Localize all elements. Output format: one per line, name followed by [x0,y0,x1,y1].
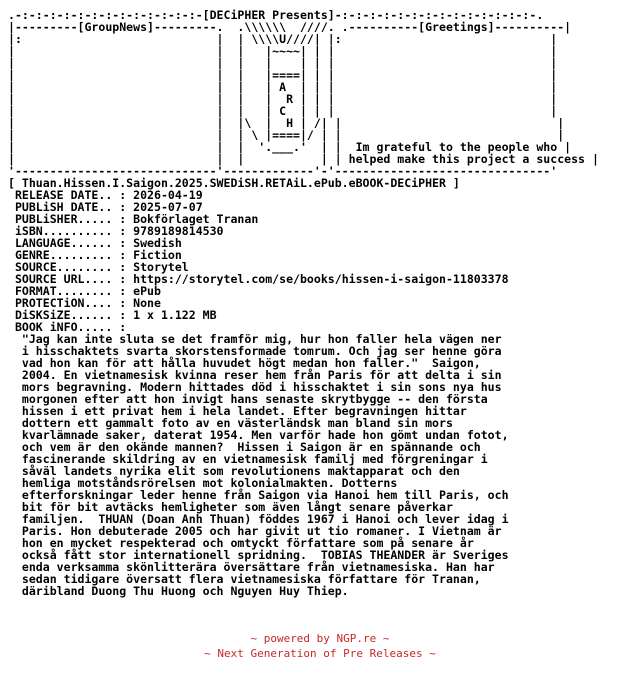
field-value: Fiction [133,248,182,262]
field-value: 2025-07-07 [133,200,203,214]
field-label: FORMAT........ : [8,284,127,298]
field-label: GENRE......... : [8,248,127,262]
book-info-line: också fått stor internationell spridning. TOBIAS THEANDER är Sveriges [8,548,509,562]
book-info-line: familjen. THUAN (Doan Anh Thuan) föddes 1967 i Hanoi och lever idag i [8,512,509,526]
book-info-line: fascinerande skildring av en vietnamesisk familj med förgreningar i [8,452,488,466]
field-value: Storytel [133,260,189,274]
book-info-line: kvarlämnade saker, daterat 1954. Men varför hade hon gömt undan fotot, [8,428,509,442]
field-label: LANGUAGE...... : [8,236,127,250]
field-value: Bokförlaget Tranan [133,212,259,226]
header-line: |---------[GroupNews]---------. .\\\\\\ ////. .----------[Greetings]----------| [8,20,572,34]
header-line: | | | | | | | | [8,56,558,70]
field-label: PUBLiSH DATE.. : [8,200,127,214]
header-line: | | | | R | | | | [8,92,558,106]
field-value: https://storytel.com/se/books/hissen-i-saigon-11803378 [133,272,509,286]
field-value: 2026-04-19 [133,188,203,202]
footer-tagline: ~ Next Generation of Pre Releases ~ [204,647,436,660]
field-label: SOURCE........ : [8,260,127,274]
header-line: | | | | | helped make this project a success | [8,152,599,166]
book-info-line: hon en mycket respekterad och omtyckt författare som på senare år [8,536,474,550]
field-value: Swedish [133,236,182,250]
book-info-line: efterforskningar leder henne från Saigon via Hanoi hem till Paris, och [8,488,509,502]
field-label: RELEASE DATE.. : [8,188,127,202]
book-info-line: dottern ett gammalt foto av en västerländsk man bland sin mors [8,416,453,430]
book-info-line: såväl landets nyrika elit som revolutionens maktapparat och den [8,464,460,478]
header-line: | | | \ |====|/ | | | [8,128,565,142]
header-line: | | | |~~~~| | | | [8,44,558,58]
field-value: 1 x 1.122 MB [133,308,217,322]
field-label: PUBLiSHER..... : [8,212,127,226]
book-info-line: hissen i ett privat hem i hela landet. Efter begravningen hittar [8,404,467,418]
book-info-line: morgonen efter att hon invigt hans senaste skrytbygge -- den första [8,392,488,406]
book-info-line: enda verksamma skönlitterära översättare från vietnamesiska. Han har [8,560,495,574]
field-label: PROTECTiON.... : [8,296,127,310]
book-info-line: 2004. En vietnamesisk kvinna reser hem från Paris för att delta i sin [8,368,502,382]
nfo-text [8,9,599,597]
footer-powered-by: ~ powered by NGP.re ~ [250,632,390,645]
book-info-line: bit för bit avtäcks hemligheter som även långt senare påverkar [8,500,453,514]
book-info-line: däribland Duong Thu Huong och Nguyen Huy Thiep. [8,584,349,598]
header-line: | | |\ | H | /| | | [8,116,565,130]
book-info-line: "Jag kan inte sluta se det framför mig, hur hon faller hela vägen ner [8,332,502,346]
field-label: BOOK iNFO..... : [8,320,127,334]
field-value: 9789189814530 [133,224,224,238]
book-info-line: Paris. Hon debuterade 2005 och har givit ut tio romaner. I Vietnam är [8,524,502,538]
book-info-line: i hisschaktets svarta skorstensformade tomrum. Och jag ser henne göra [8,344,502,358]
header-line: | | | '.___.' | | Im grateful to the people who | [8,140,572,154]
header-line: .-:-:-:-:-:-:-:-:-:-:-:-:-:-[DECiPHER Presents]-:-:-:-:-:-:-:-:-:-:-:-:-:-:-. [8,8,544,22]
field-label: iSBN.......... : [8,224,127,238]
field-label: DiSKSiZE...... : [8,308,127,322]
book-info-line: mors begravning. Modern hittades död i hisschaktet i sin sons nya hus [8,380,502,394]
field-label: SOURCE URL.... : [8,272,127,286]
header-line: |: | | \\\\U////| |: | [8,32,558,46]
field-value: ePub [133,284,161,298]
book-info-line: vad hon kan för att hålla huvudet högt medan hon faller." Saigon, [8,356,481,370]
book-info-line: och vem är den okände mannen? Hissen i Saigon är en spännande och [8,440,481,454]
field-value: None [133,296,161,310]
book-info-line: hemliga motståndsrörelsen mot kolonialmakten. Dotterns [8,476,398,490]
release-title: [ Thuan.Hissen.I.Saigon.2025.SWEDiSH.RETAiL.ePub.eBOOK-DECiPHER ] [8,176,460,190]
header-line: | | | | A | | | | [8,80,558,94]
header-line: | | | |====| | | | [8,68,558,82]
header-line: | | | | C | | | | [8,104,558,118]
header-line: '-----------------------------'-------------'-'-------------------------------' [8,164,558,178]
book-info-line: sedan tidigare översatt flera vietnamesiska författare för Tranan, [8,572,481,586]
